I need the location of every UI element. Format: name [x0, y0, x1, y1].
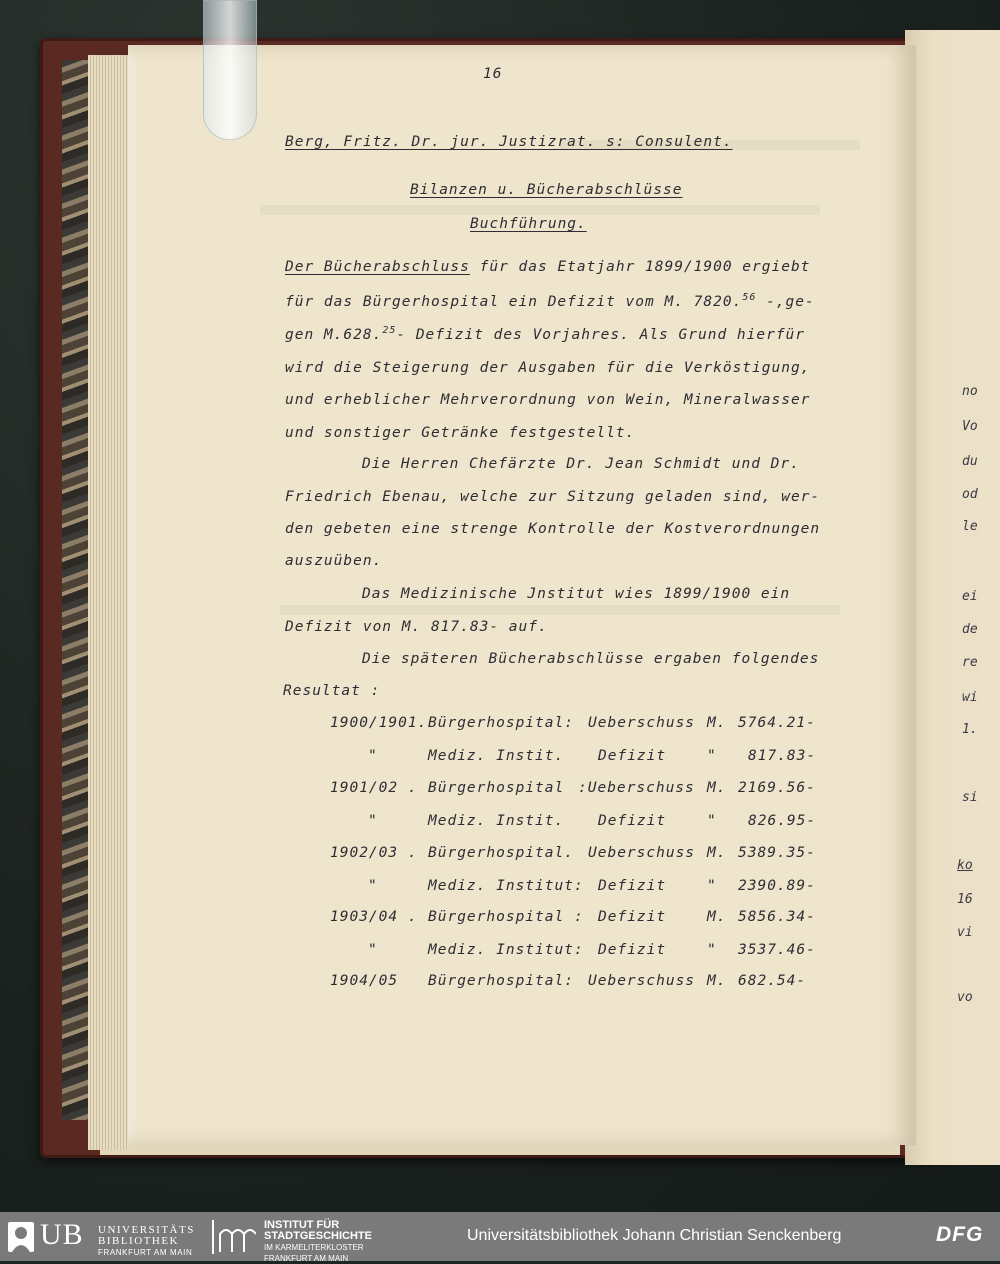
ub-logo-text — [98, 1225, 195, 1258]
text-line: Das Medizinische Jnstitut wies 1899/1900 ein — [362, 586, 791, 602]
facing-page-fragment: le — [962, 519, 978, 534]
currency-cell: " — [707, 748, 717, 764]
kind-cell: Ueberschuss — [588, 845, 696, 861]
text-lead: Der Bücherabschluss — [285, 259, 470, 275]
kind-cell: :Ueberschuss — [578, 780, 695, 796]
text-line: Resultat : — [283, 683, 381, 699]
facing-page-fragment: du — [962, 454, 978, 469]
year-cell: 1904/05 — [330, 973, 399, 989]
facing-page-fragment: 16 — [957, 892, 973, 907]
amount-cell: 3537.46- — [738, 942, 816, 958]
divider — [212, 1220, 214, 1254]
header-line: Berg, Fritz. Dr. jur. Justizrat. s: Consulent. — [285, 134, 733, 150]
amount-cell: 817.83- — [748, 748, 817, 764]
currency-cell: M. — [707, 780, 727, 796]
bleed-through — [260, 205, 820, 215]
currency-cell: M. — [707, 909, 727, 925]
text-line: den gebeten eine strenge Kontrolle der Kostverordnungen — [285, 521, 821, 537]
facing-page-fragment: Vo — [962, 419, 978, 434]
kind-cell: Ueberschuss — [588, 973, 696, 989]
amount-cell: 5389.35- — [738, 845, 816, 861]
amount-cell: 682.54- — [738, 973, 807, 989]
ub-line: FRANKFURT AM MAIN — [98, 1248, 193, 1257]
kind-cell: Ueberschuss — [588, 715, 696, 731]
text-line: Die späteren Bücherabschlüsse ergaben folgendes — [362, 651, 820, 667]
facing-page-fragment: vo — [957, 990, 973, 1005]
bleed-through — [280, 605, 840, 615]
facing-page — [905, 30, 1000, 1165]
institution-cell: Mediz. Institut: — [428, 942, 584, 958]
facing-page-fragment: si — [962, 790, 978, 805]
facing-page-fragment: 1. — [962, 722, 978, 737]
year-cell: " — [368, 878, 378, 894]
year-cell: 1903/04 . — [330, 909, 418, 925]
facing-page-fragment: no — [962, 384, 978, 399]
ifs-logo-text — [264, 1220, 372, 1264]
text-line: wird die Steigerung der Ausgaben für die Verköstigung, — [285, 360, 811, 376]
facing-page-fragment: re — [962, 655, 978, 670]
year-cell: " — [368, 942, 378, 958]
currency-cell: M. — [707, 845, 727, 861]
institution-cell: Mediz. Instit. — [428, 748, 565, 764]
currency-cell: " — [707, 878, 717, 894]
year-cell: 1900/1901. — [330, 715, 428, 731]
viewer-footer — [0, 1212, 1000, 1261]
goethe-portrait-icon — [8, 1222, 34, 1252]
amount-cell: 2390.89- — [738, 878, 816, 894]
text-line — [285, 292, 815, 310]
institution-cell: Bürgerhospital: — [428, 715, 574, 731]
ifs-line: STADTGESCHICHTE — [264, 1230, 372, 1242]
kind-cell: Defizit — [598, 813, 667, 829]
text-part: -,ge- — [756, 293, 815, 310]
facing-page-fragment: de — [962, 622, 978, 637]
kind-cell: Defizit — [598, 748, 667, 764]
ifs-line: INSTITUT FÜR — [264, 1219, 340, 1231]
ub-line: UNIVERSITÄTS — [98, 1224, 195, 1236]
kind-cell: Defizit — [598, 909, 667, 925]
amount-cell: 5764.21- — [738, 715, 816, 731]
kind-cell: Defizit — [598, 942, 667, 958]
kind-cell: Defizit — [598, 878, 667, 894]
superscript: 56 — [742, 292, 757, 303]
institution-cell: Mediz. Instit. — [428, 813, 565, 829]
text-line: auszuüben. — [285, 553, 383, 569]
heading-1: Bilanzen u. Bücherabschlüsse — [410, 182, 683, 198]
cloister-arches-icon — [216, 1222, 256, 1252]
institution-cell: Mediz. Institut: — [428, 878, 584, 894]
text-part: für das Bürgerhospital ein Defizit vom M. 7820. — [285, 293, 743, 310]
institution-cell: Bürgerhospital. — [428, 845, 574, 861]
heading-2: Buchführung. — [470, 216, 587, 232]
text-line: und sonstiger Getränke festgestellt. — [285, 425, 636, 441]
text-line: und erheblicher Mehrverordnung von Wein, Mineralwasser — [285, 392, 811, 408]
text-line: Friedrich Ebenau, welche zur Sitzung geladen sind, wer- — [285, 489, 821, 505]
page-number: 16 — [483, 66, 503, 82]
text-part: - Defizit des Vorjahres. Als Grund hierfür — [396, 326, 806, 343]
currency-cell: " — [707, 813, 717, 829]
facing-page-fragment: vi — [957, 925, 973, 940]
text-line — [285, 259, 810, 275]
institution-name: Universitätsbibliothek Johann Christian Senckenberg — [467, 1227, 842, 1244]
year-cell: 1902/03 . — [330, 845, 418, 861]
dfg-logo: DFG — [936, 1223, 984, 1246]
institution-cell: Bürgerhospital: — [428, 973, 574, 989]
currency-cell: " — [707, 942, 717, 958]
amount-cell: 826.95- — [748, 813, 817, 829]
text-line: Defizit von M. 817.83- auf. — [285, 619, 548, 635]
text-line — [285, 325, 805, 343]
institution-cell: Bürgerhospital : — [428, 909, 584, 925]
currency-cell: M. — [707, 715, 727, 731]
facing-page-fragment: ei — [962, 589, 978, 604]
amount-cell: 5856.34- — [738, 909, 816, 925]
facing-page-fragment: ko — [957, 858, 973, 873]
year-cell: " — [368, 748, 378, 764]
text-line: Die Herren Chefärzte Dr. Jean Schmidt und Dr. — [362, 456, 800, 472]
facing-page-fragment: wi — [962, 690, 978, 705]
year-cell: 1901/02 . — [330, 780, 418, 796]
facing-page-fragment: od — [962, 487, 978, 502]
superscript: 25 — [382, 325, 397, 336]
currency-cell: M. — [707, 973, 727, 989]
page-clip — [203, 0, 257, 140]
ifs-line: IM KARMELITERKLOSTER — [264, 1243, 364, 1252]
page-edges — [88, 55, 128, 1150]
institution-cell: Bürgerhospital — [428, 780, 565, 796]
year-cell: " — [368, 813, 378, 829]
text-rest: für das Etatjahr 1899/1900 ergiebt — [469, 259, 811, 275]
amount-cell: 2169.56- — [738, 780, 816, 796]
ub-line: BIBLIOTHEK — [98, 1235, 179, 1247]
ub-logo: UB — [40, 1218, 84, 1251]
text-part: gen M.628. — [285, 326, 383, 343]
ifs-line: FRANKFURT AM MAIN — [264, 1254, 349, 1263]
